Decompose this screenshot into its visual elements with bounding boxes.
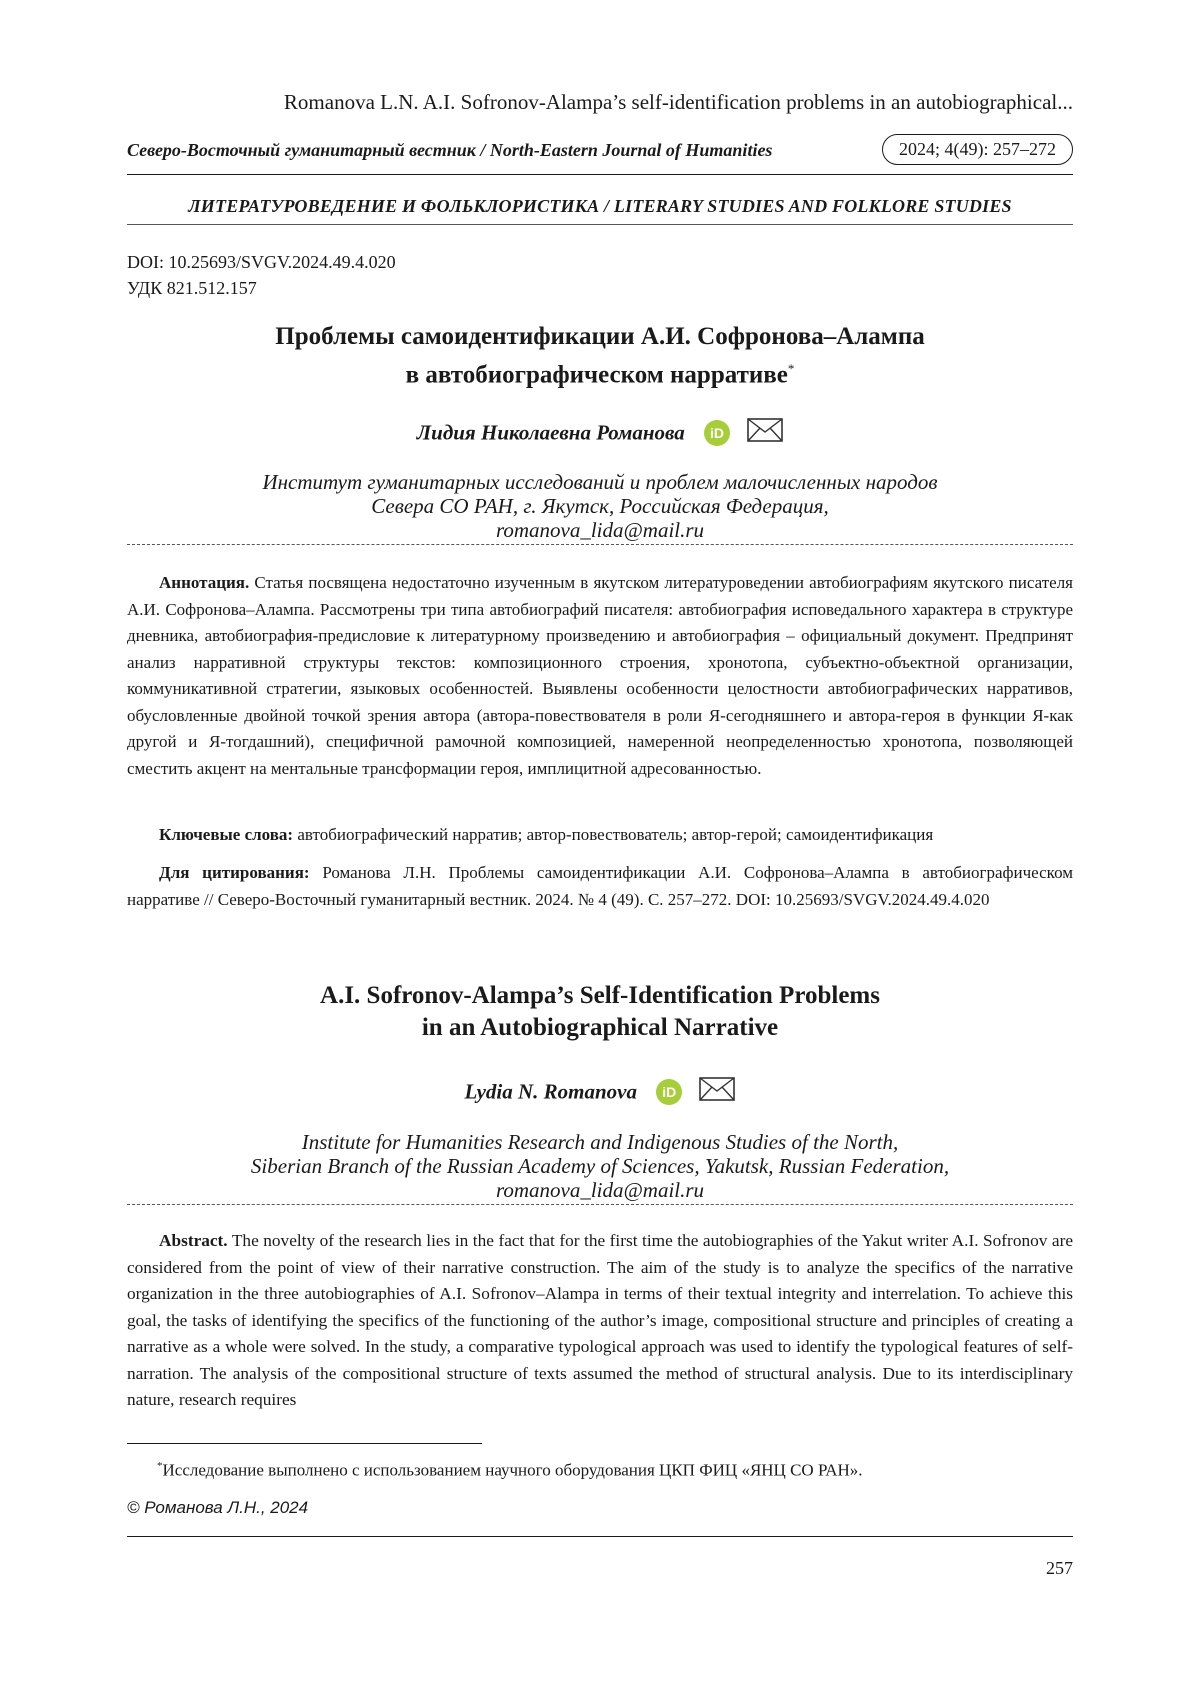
ru-author [127, 418, 1073, 448]
en-author-name: Lydia N. Romanova [464, 1079, 637, 1104]
udk: УДК 821.512.157 [127, 278, 257, 298]
page-number: 257 [1046, 1558, 1073, 1578]
doi: DOI: 10.25693/SVGV.2024.49.4.020 [127, 252, 396, 272]
ru-affil-line1: Институт гуманитарных исследований и проблем малочисленных народов [262, 470, 938, 494]
orcid-icon[interactable]: iD [704, 420, 730, 446]
header-rule [127, 174, 1073, 175]
section-rule [127, 224, 1073, 225]
en-dashed-rule [127, 1204, 1073, 1205]
en-title-line1: A.I. Sofronov-Alampa’s Self-Identification Problems [320, 982, 880, 1009]
mail-icon[interactable] [747, 418, 783, 448]
ru-title-line2-wrap [127, 353, 1073, 391]
en-affiliation [127, 1130, 1073, 1202]
footnote-marker: * [787, 361, 795, 376]
ru-email[interactable]: romanova_lida@mail.ru [495, 518, 705, 542]
ru-abstract-label: Аннотация. [159, 573, 250, 592]
journal-line [127, 134, 1073, 170]
issue-badge: 2024; 4(49): 257–272 [882, 134, 1073, 165]
ru-affil-line2: Севера СО РАН, г. Якутск, Российская Федерация, [371, 494, 829, 518]
ru-citation-text: Романова Л.Н. Проблемы самоидентификации А.И. Софронова–Алампа в автобиографическом нарративе // Северо-Восточный гуманитарный вестник. 2024. № 4 (49). С. 257–272. DOI: 10.25693/SVGV.2024.49.4.020 [127, 863, 1074, 909]
ru-dashed-rule [127, 544, 1073, 545]
en-author [127, 1077, 1073, 1107]
en-affil-line1: Institute for Humanities Research and Indigenous Studies of the North, [301, 1130, 899, 1154]
ru-author-name: Лидия Николаевна Романова [416, 420, 685, 445]
copyright: © Романова Л.Н., 2024 [127, 1498, 309, 1517]
journal-name: Северо-Восточный гуманитарный вестник / North-Eastern Journal of Humanities [127, 140, 773, 160]
footnote-text: Исследование выполнено с использованием научного оборудования ЦКП ФИЦ «ЯНЦ СО РАН». [162, 1460, 863, 1480]
ru-abstract [127, 570, 1073, 782]
ru-affiliation [127, 470, 1073, 542]
en-abstract [127, 1228, 1073, 1414]
running-head: Romanova L.N. A.I. Sofronov-Alampa’s self-identification problems in an autobiographical... [283, 90, 1073, 114]
en-title [127, 980, 1073, 1044]
ru-keywords [127, 822, 1073, 849]
ru-keywords-text: автобиографический нарратив; автор-повествователь; автор-герой; самоидентификация [297, 825, 934, 844]
en-abstract-label: Abstract. [159, 1231, 228, 1250]
orcid-icon[interactable]: iD [656, 1079, 682, 1105]
en-affil-line2: Siberian Branch of the Russian Academy of Sciences, Yakutsk, Russian Federation, [250, 1154, 950, 1178]
en-abstract-text: The novelty of the research lies in the fact that for the first time the autobiographies of the Yakut writer A.I. Sofronov are considered from the point of view of their narrative construction. The aim of the study is to analyze the specifics of the narrative organization in the three autobiographies of A.I. Sofronov–Alampa in terms of their textual integrity and interrelation. To achieve this goal, the tasks of identifying the specifics of the functioning of the author’s image, compositional structure and principles of creating a narrative as a whole were solved. In the study, a comparative typological approach was used to identify the typological features of self-narration. The analysis of the compositional structure of texts assumed the method of structural analysis. Due to its interdisciplinary nature, research requires [127, 1231, 1074, 1409]
ru-title [127, 321, 1073, 391]
en-title-line2: in an Autobiographical Narrative [421, 1014, 779, 1041]
footnote [157, 1460, 863, 1481]
ru-citation-label: Для цитирования: [159, 863, 310, 882]
ru-title-line1: Проблемы самоидентификации А.И. Софронова–Алампа [275, 323, 925, 350]
ru-citation [127, 860, 1073, 913]
mail-icon[interactable] [699, 1077, 735, 1107]
ru-abstract-text: Статья посвящена недостаточно изученным в якутском литературоведении автобиографиям якутского писателя А.И. Софронова–Алампа. Рассмотрены три типа автобиографий писателя: автобиография исповедального характера в структуре дневника, автобиография-предисловие к литературному произведению и автобиография – официальный документ. Предпринят анализ нарративной структуры текстов: композиционного строения, хронотопа, субъектно-объектной организации, коммуникативной стратегии, языковых особенностей. Выявлены особенности целостности автобиографических нарративов, обусловленные двойной точкой зрения автора (автора-повествователя в роли Я-сегодняшнего и автора-героя в функции Я-как другой и Я-тогдашний), специфичной рамочной композицией, намеренной неопределенностью хронотопа, позволяющей сместить акцент на ментальные трансформации героя, имплицитной адресованностью. [127, 573, 1074, 778]
en-email[interactable]: romanova_lida@mail.ru [495, 1178, 705, 1202]
footnote-mark: * [157, 1460, 163, 1472]
ru-title-line2: в автобиографическом нарративе [405, 361, 788, 389]
ru-keywords-label: Ключевые слова: [159, 825, 294, 844]
footnote-rule [127, 1443, 482, 1444]
footer-rule [127, 1536, 1073, 1537]
section-heading: ЛИТЕРАТУРОВЕДЕНИЕ И ФОЛЬКЛОРИСТИКА / LITERARY STUDIES AND FOLKLORE STUDIES [188, 196, 1012, 216]
